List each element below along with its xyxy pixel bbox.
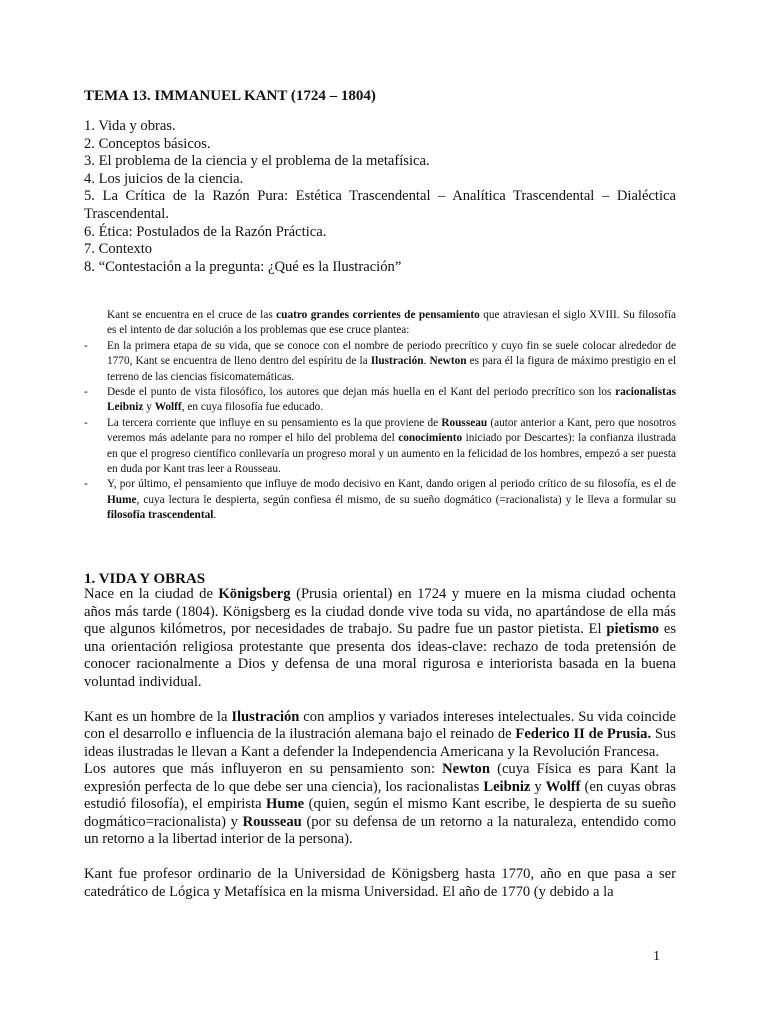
summary-intro: Kant se encuentra en el cruce de las cuatro grandes corrientes de pensamiento que atraviesan el siglo XVIII. Su filosofía es el intento de dar solución a los problemas que ese cruce plantea: (107, 309, 676, 337)
bold-term: Wolff (545, 778, 581, 795)
summary-item-text: Desde el punto de vista filosófico, los autores que dejan más huella en el Kant del periodo precrítico son los racionalistas Leibniz y Wolff, en cuya filosofía fue educado. (107, 386, 676, 414)
bullet-dash: - (84, 416, 88, 429)
summary-list-item (84, 339, 676, 385)
bullet-dash: - (84, 478, 88, 491)
summary-item-text: La tercera corriente que influye en su pensamiento es la que proviene de Rousseau (autor anterior a Kant, pero que nosotros veremos más adelante para no romper el hilo del problema del conocimiento iniciado por Descartes): la confianza ilustrada en que el progreso científico conllevaría un progreso moral y un aumento en la felicidad de los hombres, empezó a ser puesta en duda por Kant tras leer a Rousseau. (107, 416, 676, 476)
summary-item-text: Y, por último, el pensamiento que influye de modo decisivo en Kant, dando origen al periodo crítico de su filosofía, es el de Hume, cuya lectura le despierta, según confiesa él mismo, de su sueño dogmático (=racionalista) y le lleva a formular su filosofía trascendental. (107, 478, 676, 522)
toc-item: 4. Los juicios de la ciencia. (84, 170, 244, 187)
toc-item: 5. La Crítica de la Razón Pura: Estética Trascendental – Analítica Trascendental – Dialéctica Trascendental. (84, 188, 676, 222)
toc-item: 3. El problema de la ciencia y el problema de la metafísica. (84, 153, 430, 170)
summary-item-text: En la primera etapa de su vida, que se conoce con el nombre de periodo precrítico y cuyo fin se suele colocar alrededor de 1770, Kant se encuentra de lleno dentro del espíritu de la Ilustración. Newton es para él la figura de máximo prestigio en el terreno de las ciencias físicomatemáticas. (107, 339, 677, 383)
toc-item: 6. Ética: Postulados de la Razón Práctica. (84, 223, 327, 240)
toc-item: 2. Conceptos básicos. (84, 135, 211, 152)
bold-term: Newton (442, 761, 490, 777)
bold-term: Ilustración (370, 355, 424, 368)
document-title: TEMA 13. IMMANUEL KANT (1724 – 1804) (84, 88, 376, 104)
body-paragraph: Los autores que más influyeron en su pensamiento son: Newton (cuya Física es para Kant la expresión perfecta de lo que debe ser una ciencia), los racionalistas Leibniz y Wolff (en cuyas obras estudió filosofía), el empirista Hume (quien, según el mismo Kant escribe, le despierta de su sueño dogmático=racionalista) y Rousseau (por su defensa de un retorno a la naturaleza, entendido como un retorno a la libertad interior de la persona). (84, 761, 677, 847)
table-of-contents (84, 118, 676, 276)
summary-list-item (84, 416, 676, 478)
bold-term: Wolff (154, 401, 182, 414)
summary-list (84, 339, 676, 524)
bold-term: Königsberg (218, 586, 291, 602)
bullet-dash: - (84, 386, 88, 399)
bold-term: Leibniz (483, 778, 531, 795)
toc-item: 8. “Contestación a la pregunta: ¿Qué es la Ilustración” (84, 258, 402, 275)
body-text (84, 586, 676, 901)
bold-term: Hume (266, 796, 305, 812)
section-heading: 1. VIDA Y OBRAS (84, 571, 206, 587)
body-paragraph: Nace en la ciudad de Königsberg (Prusia oriental) en 1724 y muere en la misma ciudad ochenta años más tarde (1804). Königsberg es la ciudad donde vive toda su vida, no apartándose de ella más que algunos kilómetros, por necesidades de trabajo. Su padre fue un pastor pietista. El pietismo es una orientación religiosa protestante que presenta dos ideas-clave: rechazo de toda pretensión de conocer racionalmente a Dios y defensa de una moral rigurosa e interiorista basada en la buena voluntad individual. (84, 586, 677, 690)
bold-term: pietismo (606, 621, 660, 637)
page-number: 1 (653, 949, 660, 964)
summary-block (84, 308, 676, 524)
bold-term: Rousseau (242, 813, 302, 830)
bold-term: Rousseau (441, 416, 488, 429)
bold-term: conocimiento (398, 432, 463, 445)
bold-term: Newton (429, 355, 467, 368)
bold-term: cuatro grandes corrientes de pensamiento (276, 309, 480, 321)
bold-term: Ilustración (231, 708, 300, 725)
bold-term: Federico II de Prusia. (515, 726, 652, 742)
toc-item: 1. Vida y obras. (84, 118, 176, 134)
bullet-dash: - (84, 339, 88, 352)
toc-item: 7. Contexto (84, 241, 153, 258)
bold-term: racionalistas Leibniz (107, 386, 676, 414)
bold-term: filosofía trascendental (107, 509, 214, 522)
body-paragraph: Kant es un hombre de la Ilustración con amplios y variados intereses intelectuales. Su vida coincide con el desarrollo e influencia de la ilustración alemana bajo el reinado de Federico II de Prusia. Sus ideas ilustradas le llevan a Kant a defender la Independencia Americana y la Revolución Francesa. (84, 708, 676, 760)
body-paragraph: Kant fue profesor ordinario de la Universidad de Königsberg hasta 1770, año en que pasa a ser catedrático de Lógica y Metafísica en la misma Universidad. El año de 1770 (y debido a la (84, 866, 676, 900)
summary-list-item (84, 385, 676, 416)
summary-list-item (84, 477, 676, 523)
bold-term: Hume (107, 493, 137, 506)
